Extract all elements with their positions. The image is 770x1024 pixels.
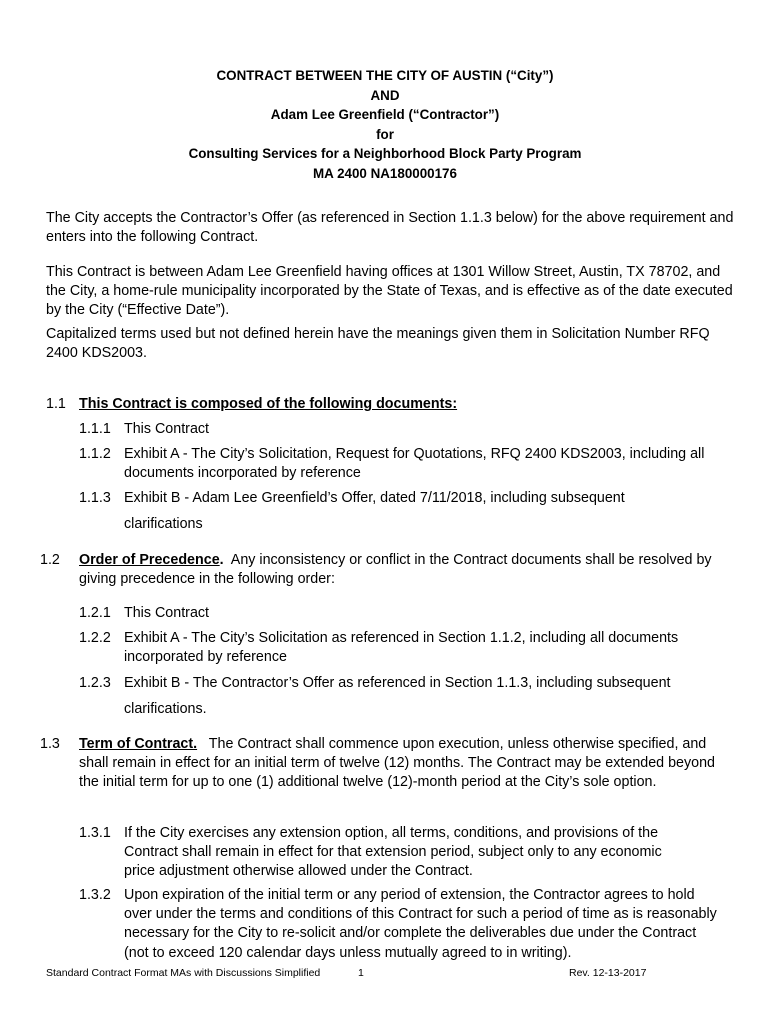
title-line-6: MA 2400 NA180000176 (313, 165, 457, 181)
item-1-1-1-number: 1.1.1 (79, 421, 111, 437)
title-line-1: CONTRACT BETWEEN THE CITY OF AUSTIN (“City”) (216, 68, 554, 83)
item-1-1-1-text: This Contract (124, 421, 210, 437)
section-1-3-number: 1.3 (40, 736, 60, 752)
footer-document-name: Standard Contract Format MAs with Discussions Simplified (46, 967, 321, 979)
item-1-2-3-number: 1.2.3 (79, 675, 111, 691)
item-1-3-2-number: 1.3.2 (79, 887, 111, 903)
section-1-2-body: Any inconsistency or conflict in the Contract documents shall be resolved by giving precedence in the following order: (79, 552, 712, 588)
footer-revision: Rev. 12-13-2017 (569, 967, 647, 979)
intro-paragraph-1: The City accepts the Contractor’s Offer (as referenced in Section 1.1.3 below) for the above requirement and enters into the following Contract. (46, 210, 734, 246)
document-title (0, 66, 770, 184)
intro-paragraph-3: Capitalized terms used but not defined herein have the meanings given them in Solicitation Number RFQ 2400 KDS2003. (46, 326, 710, 362)
footer-page-number: 1 (358, 967, 364, 979)
section-1-2-heading: Order of Precedence (79, 552, 220, 568)
item-1-1-2-number: 1.1.2 (79, 446, 111, 462)
item-1-3-2-text: Upon expiration of the initial term or any period of extension, the Contractor agrees to hold over under the terms and conditions of this Contract for such a period of time as is reasonably necessary for the City to re-solicit and/or complete the deliverables due under the Contract (not to exceed 120 calendar days unless mutually agreed to in writing). (124, 887, 717, 961)
section-1-1-heading (79, 395, 739, 414)
item-1-2-2-text: Exhibit A - The City’s Solicitation as referenced in Section 1.1.2, including all documents incorporated by reference (124, 630, 679, 666)
item-1-2-2-number: 1.2.2 (79, 630, 111, 646)
item-1-2-3-continuation: clarifications. (124, 701, 207, 717)
section-1-2-number: 1.2 (40, 552, 60, 568)
section-1-1-number: 1.1 (46, 396, 66, 412)
item-1-1-3-continuation: clarifications (124, 516, 203, 532)
intro-paragraph-2: This Contract is between Adam Lee Greenfield having offices at 1301 Willow Street, Austin, TX 78702, and the City, a home-rule municipality incorporated by the State of Texas, and is effective as of the date executed by the City (“Effective Date”). (46, 264, 733, 319)
title-line-2: AND (370, 87, 400, 103)
title-line-4: for (376, 126, 394, 142)
item-1-3-1-number: 1.3.1 (79, 825, 111, 841)
section-1-1-heading-text: This Contract is composed of the following documents: (79, 396, 458, 412)
item-1-1-2-text: Exhibit A - The City’s Solicitation, Request for Quotations, RFQ 2400 KDS2003, including all documents incorporated by reference (124, 446, 705, 482)
section-1-3-body: The Contract shall commence upon execution, unless otherwise specified, and shall remain in effect for an initial term of twelve (12) months. The Contract may be extended beyond the initial term for up to one (1) additional twelve (12)-month period at the City’s sole option. (79, 736, 716, 791)
item-1-1-3-number: 1.1.3 (79, 490, 111, 506)
section-1-3-paragraph (79, 735, 725, 793)
item-1-2-1-text: This Contract (124, 605, 210, 621)
item-1-2-3-text: Exhibit B - The Contractor’s Offer as referenced in Section 1.1.3, including subsequent (124, 675, 671, 691)
title-line-5: Consulting Services for a Neighborhood Block Party Program (188, 146, 582, 162)
item-1-3-1-text: If the City exercises any extension option, all terms, conditions, and provisions of the Contract shall remain in effect for that extension period, subject only to any economic price adjustment otherwise allowed under the Contract. (124, 825, 662, 880)
item-1-2-1-number: 1.2.1 (79, 605, 111, 621)
item-1-1-3-text: Exhibit B - Adam Lee Greenfield’s Offer, dated 7/11/2018, including subsequent (124, 490, 625, 506)
title-line-3: Adam Lee Greenfield (“Contractor”) (270, 107, 500, 123)
section-1-2-paragraph: Order of Precedence. Any inconsistency or conflict in the Contract documents shall be resolved by giving precedence in the following order: (79, 552, 712, 588)
section-1-3-heading: Term of Contract. (79, 736, 198, 752)
